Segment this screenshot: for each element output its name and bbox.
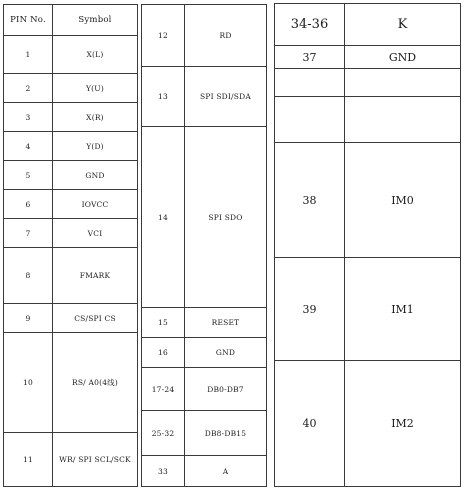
pin-table-left	[3, 4, 138, 487]
pin-symbol: Y(D)	[53, 132, 138, 161]
header-pin-no: PIN No.	[4, 5, 53, 36]
table-row	[142, 411, 267, 456]
table-row	[4, 74, 138, 103]
table-row	[142, 368, 267, 411]
pin-number: 8	[4, 248, 53, 304]
table-row	[4, 333, 138, 433]
pin-number: 33	[142, 456, 185, 487]
pin-symbol: GND	[53, 161, 138, 190]
table-row	[4, 161, 138, 190]
pin-number: 13	[142, 67, 185, 127]
table-row	[275, 258, 461, 361]
pin-number: 39	[275, 258, 345, 361]
pin-symbol: IM2	[345, 361, 461, 487]
table-row	[142, 456, 267, 487]
pin-number: 15	[142, 308, 185, 338]
pin-symbol: VCI	[53, 219, 138, 248]
table-row	[142, 308, 267, 338]
pin-number: 5	[4, 161, 53, 190]
pin-number: 7	[4, 219, 53, 248]
table-row	[142, 127, 267, 308]
table-row	[275, 361, 461, 487]
pin-number: 34-36	[275, 4, 345, 46]
pin-symbol: SPI SDO	[185, 127, 267, 308]
header-symbol: Symbol	[53, 5, 138, 36]
table-row	[4, 304, 138, 333]
pin-number	[275, 97, 345, 143]
pin-symbol: DB0-DB7	[185, 368, 267, 411]
pin-number: 40	[275, 361, 345, 487]
table-row	[4, 132, 138, 161]
pin-symbol	[345, 69, 461, 97]
pin-number: 6	[4, 190, 53, 219]
table-header-row	[4, 5, 138, 36]
table-row	[4, 219, 138, 248]
pin-number: 11	[4, 433, 53, 487]
pin-number: 9	[4, 304, 53, 333]
pin-symbol: WR/ SPI SCL/SCK	[53, 433, 138, 487]
pin-table-middle	[141, 4, 267, 487]
pin-symbol: RD	[185, 5, 267, 67]
table-row	[275, 4, 461, 46]
pin-table-right	[274, 3, 461, 487]
pin-symbol: GND	[345, 46, 461, 69]
pin-symbol: CS/SPI CS	[53, 304, 138, 333]
pin-symbol: IOVCC	[53, 190, 138, 219]
pin-number: 16	[142, 338, 185, 368]
pin-symbol	[345, 97, 461, 143]
pin-symbol: X(L)	[53, 36, 138, 74]
table-row	[4, 248, 138, 304]
table-row	[4, 433, 138, 487]
table-row	[142, 338, 267, 368]
pin-symbol: IM0	[345, 143, 461, 258]
pin-number: 12	[142, 5, 185, 67]
pin-number: 37	[275, 46, 345, 69]
pin-number: 14	[142, 127, 185, 308]
pin-number: 25-32	[142, 411, 185, 456]
table-row	[275, 143, 461, 258]
pin-number: 17-24	[142, 368, 185, 411]
table-row-empty	[275, 69, 461, 97]
pin-symbol: RESET	[185, 308, 267, 338]
table-row	[4, 190, 138, 219]
pin-number	[275, 69, 345, 97]
pin-number: 38	[275, 143, 345, 258]
pin-symbol: IM1	[345, 258, 461, 361]
pin-number: 4	[4, 132, 53, 161]
table-row	[142, 67, 267, 127]
pin-symbol: DB8-DB15	[185, 411, 267, 456]
pin-number: 10	[4, 333, 53, 433]
pin-symbol: Y(U)	[53, 74, 138, 103]
table-row	[142, 5, 267, 67]
table-row	[275, 46, 461, 69]
pin-symbol: A	[185, 456, 267, 487]
pin-number: 1	[4, 36, 53, 74]
pin-number: 3	[4, 103, 53, 132]
table-row-empty	[275, 97, 461, 143]
table-row	[4, 36, 138, 74]
pin-number: 2	[4, 74, 53, 103]
pin-symbol: K	[345, 4, 461, 46]
pin-symbol: RS/ A0(4线)	[53, 333, 138, 433]
pin-symbol: SPI SDI/SDA	[185, 67, 267, 127]
table-row	[4, 103, 138, 132]
pin-symbol: FMARK	[53, 248, 138, 304]
pin-symbol: X(R)	[53, 103, 138, 132]
pin-symbol: GND	[185, 338, 267, 368]
